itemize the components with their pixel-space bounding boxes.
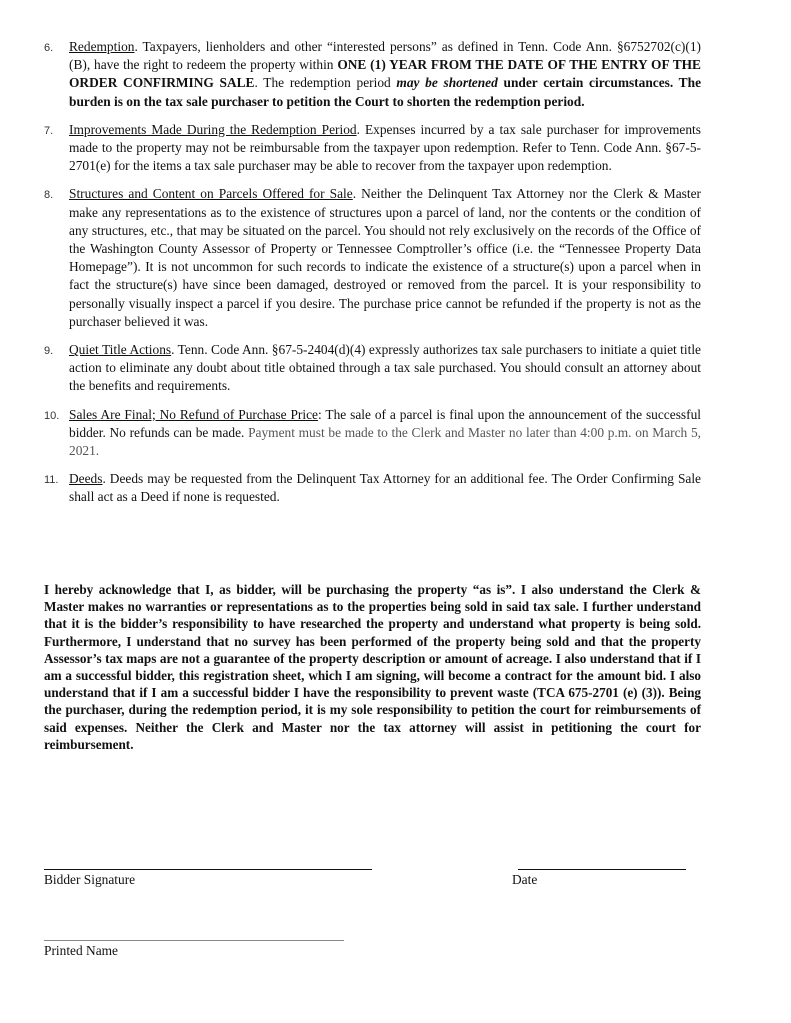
bidder-signature-line[interactable] — [44, 869, 372, 870]
item-text-segment: . Tenn. Code Ann. §67-5-2404(d)(4) expressly authorizes tax sale purchasers to initiate a quiet title action to eliminate any doubt about title obtained through a tax sale purchased. You should consult an attorney about the benefits and requirements. — [69, 342, 701, 394]
item-text-segment: . Deeds may be requested from the Delinquent Tax Attorney for an additional fee. The Order Confirming Sale shall act as a Deed if none is requested. — [69, 471, 701, 505]
item-number: 7. — [44, 124, 54, 137]
item-text-segment: may be shortened — [396, 75, 498, 91]
item-heading: Redemption — [69, 39, 135, 54]
printed-name-line[interactable] — [44, 940, 344, 941]
list-item — [44, 121, 701, 176]
item-text — [69, 341, 701, 396]
item-text-segment: under certain circumstances. The burden is on the tax sale purchaser to petition the Court to shorten the redemption period. — [69, 75, 702, 109]
item-text-segment: . Neither the Delinquent Tax Attorney nor the Clerk & Master make any representations as to the existence of structures upon a parcel of land, nor the contents or the condition of any structures, etc., that may be situated on the parcel. You should not rely exclusively on the records of the Office of the Washington County Assessor of Property or Tennessee Comptroller’s office (i.e. the “Tennessee Property Data Homepage”). It is not uncommon for such records to indicate the existence of a structure(s) upon a parcel when in fact the structure(s) have since been damaged, destroyed or removed from the parcel. It is your responsibility to personally visually inspect a parcel if you desire. The purchase price cannot be refunded if the property is not as the purchaser believed it was. — [69, 186, 701, 329]
list-item — [44, 38, 701, 111]
item-text — [69, 185, 701, 331]
item-heading: Improvements Made During the Redemption Period — [69, 121, 357, 137]
item-text-segment: Payment must be made to the Clerk and Master no later than 4:00 p.m. on March 5, 2021. — [69, 424, 701, 459]
item-heading: Sales Are Final; No Refund of Purchase Price — [69, 406, 319, 422]
item-text — [69, 470, 701, 506]
list-item — [44, 185, 701, 331]
list-item — [44, 406, 701, 461]
list-item — [44, 470, 701, 506]
item-text — [69, 406, 701, 461]
list-item — [44, 341, 701, 396]
item-heading: Deeds — [69, 471, 103, 487]
item-number: 6. — [44, 42, 54, 54]
date-label: Date — [512, 872, 538, 887]
item-text — [69, 121, 701, 176]
item-text — [69, 38, 701, 111]
item-text-segment: . Taxpayers, lienholders and other “interested persons” as defined in Tenn. Code Ann. §6752702(c)(1)(B), have the right to redeem the property within — [69, 39, 701, 73]
item-text-segment: . The redemption period — [254, 75, 397, 91]
item-number: 9. — [44, 345, 54, 358]
item-text-segment: ONE (1) YEAR FROM THE DATE OF THE ENTRY OF THE ORDER CONFIRMING SALE — [69, 57, 701, 91]
item-number: 11. — [44, 474, 59, 487]
printed-name-label: Printed Name — [44, 943, 119, 958]
bidder-signature-label: Bidder Signature — [44, 872, 136, 887]
item-heading: Quiet Title Actions — [69, 342, 172, 358]
item-text-segment: . Expenses incurred by a tax sale purchaser for improvements made to the property may not be reimbursable from the taxpayer upon redemption. Refer to Tenn. Code Ann. §67-5-2701(e) for the items a tax sale purchaser may be able to recover from the taxpayer upon redemption. — [69, 121, 701, 174]
item-number: 8. — [44, 189, 54, 202]
acknowledgement-paragraph: I hereby acknowledge that I, as bidder, will be purchasing the property “as is”. I also understand the Clerk & Master makes no warranties or representations as to the properties being sold in said tax sale. I further understand that it is the bidder’s responsibility to have researched the property and understand what property is being sold. Furthermore, I understand that no survey has been performed of the property being sold and that the property Assessor’s tax maps are not a guarantee of the property description or amount of acreage. I also understand that if I am a successful bidder, this registration sheet, which I am signing, will become a contract for the amount bid. I also understand that if I am a successful bidder I have the responsibility to prevent waste (TCA 675-2701 (e) (3)). Being the purchaser, during the redemption period, it is my sole responsibility to petition the court for reimbursements of said expenses. Neither the Clerk and Master nor the tax attorney will assist in petitioning the court for reimbursement. — [44, 582, 701, 752]
date-line[interactable] — [518, 869, 686, 870]
item-heading: Structures and Content on Parcels Offered for Sale — [69, 186, 353, 202]
terms-list — [44, 38, 701, 517]
item-number: 10. — [44, 409, 60, 422]
item-text-segment: : The sale of a parcel is final upon the announcement of the successful bidder. No refunds can be made. — [69, 406, 701, 440]
